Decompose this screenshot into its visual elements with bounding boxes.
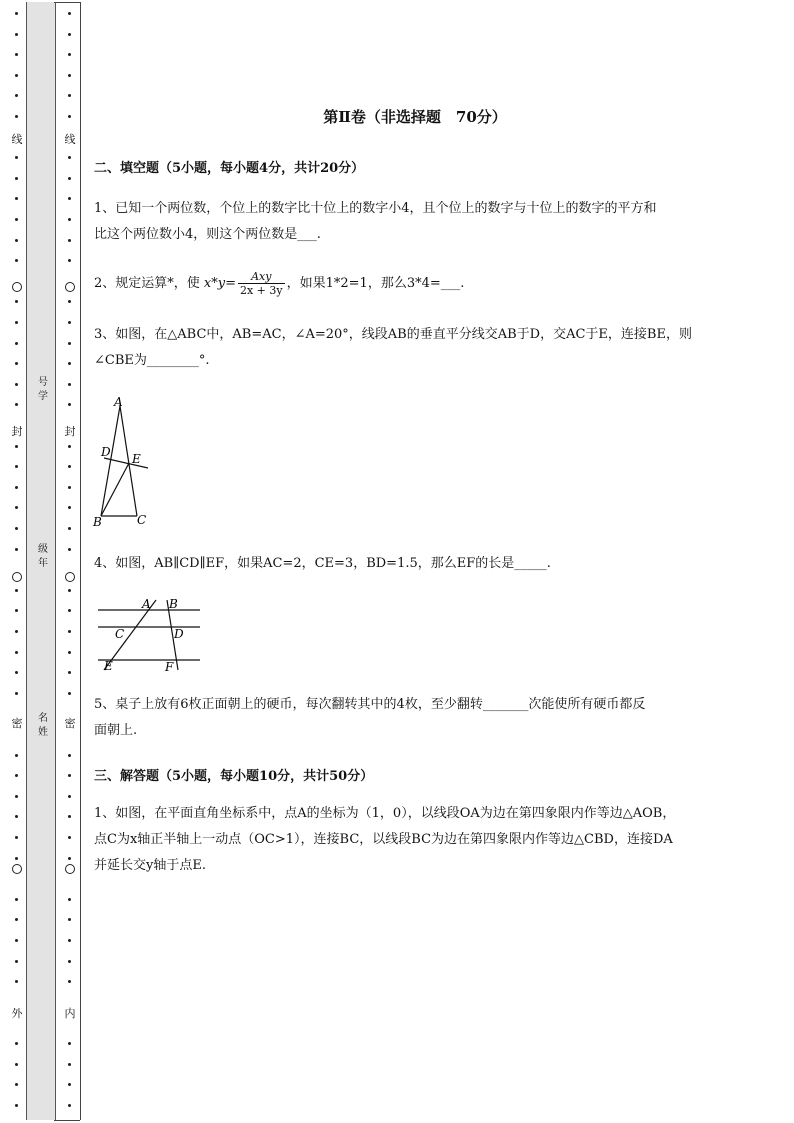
binding-dot (15, 774, 18, 777)
binding-dot (68, 321, 71, 324)
binding-dot (15, 960, 18, 963)
binding-dot (15, 857, 18, 860)
question-2-4 (94, 551, 744, 577)
section-3-heading: 三、解答题（5小题，每小题10分，共计50分） (94, 769, 374, 784)
binding-dot (15, 1104, 18, 1107)
left-circle-1 (12, 282, 22, 292)
binding-dot (15, 239, 18, 242)
binding-dot (68, 1042, 71, 1045)
binding-dot (68, 836, 71, 839)
label-a: A (142, 597, 151, 611)
binding-line-bottom (54, 1120, 80, 1121)
binding-dot (68, 12, 71, 15)
binding-dot (68, 609, 71, 612)
binding-dot (68, 1104, 71, 1107)
binding-dot (15, 486, 18, 489)
binding-dot (68, 342, 71, 345)
binding-dot (15, 33, 18, 36)
q-line: 1、已知一个两位数，个位上的数字比十位上的数字小4，且个位上的数字与十位上的数字的平方和 (94, 201, 657, 216)
binding-dot (68, 527, 71, 530)
binding-dot (68, 754, 71, 757)
binding-dot (15, 527, 18, 530)
binding-dot (15, 671, 18, 674)
question-2-2 (94, 270, 744, 297)
binding-dot (15, 321, 18, 324)
binding-dot (15, 12, 18, 15)
label-d: D (174, 627, 184, 641)
section-2-heading: 二、填空题（5小题，每小题4分，共计20分） (94, 161, 365, 176)
binding-dot (15, 177, 18, 180)
binding-dot (68, 218, 71, 221)
binding-dot (15, 197, 18, 200)
binding-dot (15, 465, 18, 468)
binding-dot (15, 53, 18, 56)
binding-dot (68, 465, 71, 468)
binding-dot (68, 53, 71, 56)
binding-dot (15, 94, 18, 97)
binding-dot (68, 239, 71, 242)
binding-dot (68, 857, 71, 860)
label-c: C (137, 513, 147, 527)
q-line: 并延长交y轴于点E. (94, 858, 206, 873)
binding-dot (68, 589, 71, 592)
binding-dot (15, 383, 18, 386)
label-e: E (132, 452, 141, 466)
binding-dot (68, 445, 71, 448)
q-line: 3、如图，在△ABC中，AB=AC，∠A=20°，线段AB的垂直平分线交AB于D，交AC于E，连接BE，则 (94, 327, 692, 342)
q-expr: x*y= (203, 276, 236, 291)
q-line: 5、桌子上放有6枚正面朝上的硬币，每次翻转其中的4枚，至少翻转_______次能使所有硬币都反 (94, 697, 646, 712)
binding-dot (15, 609, 18, 612)
fraction-numerator: Axy (238, 270, 285, 284)
q-text: 2、规定运算*，使 (94, 276, 204, 291)
q-line: 4、如图，AB∥CD∥EF，如果AC=2，CE=3，BD=1.5，那么EF的长是_____. (94, 556, 551, 571)
left-label-mi: 密 (11, 717, 23, 730)
field-name: 名姓 (38, 713, 48, 738)
triangle-figure (88, 392, 158, 532)
binding-dot (68, 774, 71, 777)
binding-dot (68, 1083, 71, 1086)
question-2-5 (94, 692, 744, 744)
binding-dot (15, 815, 18, 818)
binding-dot (68, 1063, 71, 1066)
binding-dot (68, 548, 71, 551)
binding-dot (15, 259, 18, 262)
question-2-3 (94, 322, 744, 374)
field-student-number: 号学 (38, 377, 48, 402)
binding-dot (68, 300, 71, 303)
binding-dot (15, 898, 18, 901)
binding-dot (15, 74, 18, 77)
binding-dot (68, 74, 71, 77)
binding-dot (15, 1042, 18, 1045)
label-b: B (169, 597, 178, 611)
binding-line (80, 2, 81, 1120)
binding-dot (15, 300, 18, 303)
binding-dot (68, 815, 71, 818)
q-line: 面朝上. (94, 723, 138, 738)
left-label-xian: 线 (11, 133, 23, 146)
label-b: B (93, 515, 102, 529)
question-2-1 (94, 196, 744, 248)
label-e: E (104, 659, 113, 673)
binding-dot (15, 218, 18, 221)
binding-dot (15, 342, 18, 345)
left-label-feng: 封 (11, 425, 23, 438)
binding-dot (68, 898, 71, 901)
binding-dot (15, 1063, 18, 1066)
binding-dot (68, 671, 71, 674)
binding-dot (15, 115, 18, 118)
fraction-denominator: 2x + 3y (239, 284, 283, 297)
binding-dot (15, 445, 18, 448)
fraction (238, 270, 285, 297)
binding-dot (68, 506, 71, 509)
q-line: 比这个两位数小4，则这个两位数是___. (94, 227, 321, 242)
right-label-xian: 线 (64, 133, 76, 146)
binding-dot (15, 980, 18, 983)
binding-dot (68, 960, 71, 963)
binding-dot (15, 1083, 18, 1086)
binding-line-top (54, 2, 80, 3)
binding-dot (68, 156, 71, 159)
q-text: ，如果1*2=1，那么3*4=___. (286, 276, 465, 291)
label-f: F (165, 660, 174, 674)
binding-dot (15, 589, 18, 592)
left-circle-3 (12, 864, 22, 874)
binding-dot (68, 197, 71, 200)
binding-dot (15, 918, 18, 921)
field-grade: 级年 (38, 544, 48, 569)
binding-dot (68, 259, 71, 262)
binding-dot (15, 651, 18, 654)
binding-dot (15, 362, 18, 365)
binding-dot (15, 939, 18, 942)
binding-dot (15, 754, 18, 757)
binding-dot (68, 383, 71, 386)
left-label-wai: 外 (11, 1007, 23, 1020)
right-label-feng: 封 (64, 425, 76, 438)
binding-dot (15, 548, 18, 551)
binding-dot (68, 486, 71, 489)
question-3-1 (94, 801, 744, 879)
left-circle-2 (12, 572, 22, 582)
binding-dot (15, 630, 18, 633)
parallel-lines-figure (92, 594, 206, 676)
binding-dot (68, 362, 71, 365)
binding-dot (68, 94, 71, 97)
binding-dot (68, 692, 71, 695)
binding-dot (15, 156, 18, 159)
binding-dot (15, 836, 18, 839)
binding-dot (68, 980, 71, 983)
q-line: ∠CBE为________°. (94, 353, 210, 368)
binding-dot (68, 918, 71, 921)
paper-title: 第Ⅱ卷（非选择题 70分） (323, 108, 507, 126)
q-line: 1、如图，在平面直角坐标系中，点A的坐标为（1，0），以线段OA为边在第四象限内作等边△AOB， (94, 806, 676, 821)
binding-dot (68, 795, 71, 798)
binding-dot (68, 33, 71, 36)
binding-dot (68, 630, 71, 633)
right-label-mi: 密 (64, 717, 76, 730)
binding-dot (68, 651, 71, 654)
label-a: A (114, 395, 123, 409)
binding-dot (68, 115, 71, 118)
binding-dot (15, 795, 18, 798)
label-d: D (101, 445, 111, 459)
binding-dot (68, 403, 71, 406)
q-line: 点C为x轴正半轴上一动点（OC>1），连接BC，以线段BC为边在第四象限内作等边△CBD，连接DA (94, 832, 673, 847)
binding-dot (15, 692, 18, 695)
right-circle-2 (65, 572, 75, 582)
binding-dot (15, 506, 18, 509)
binding-dot (68, 177, 71, 180)
binding-dot (68, 939, 71, 942)
label-c: C (115, 627, 125, 641)
right-label-nei: 内 (64, 1007, 76, 1020)
binding-dot (15, 403, 18, 406)
right-circle-1 (65, 282, 75, 292)
right-circle-3 (65, 864, 75, 874)
